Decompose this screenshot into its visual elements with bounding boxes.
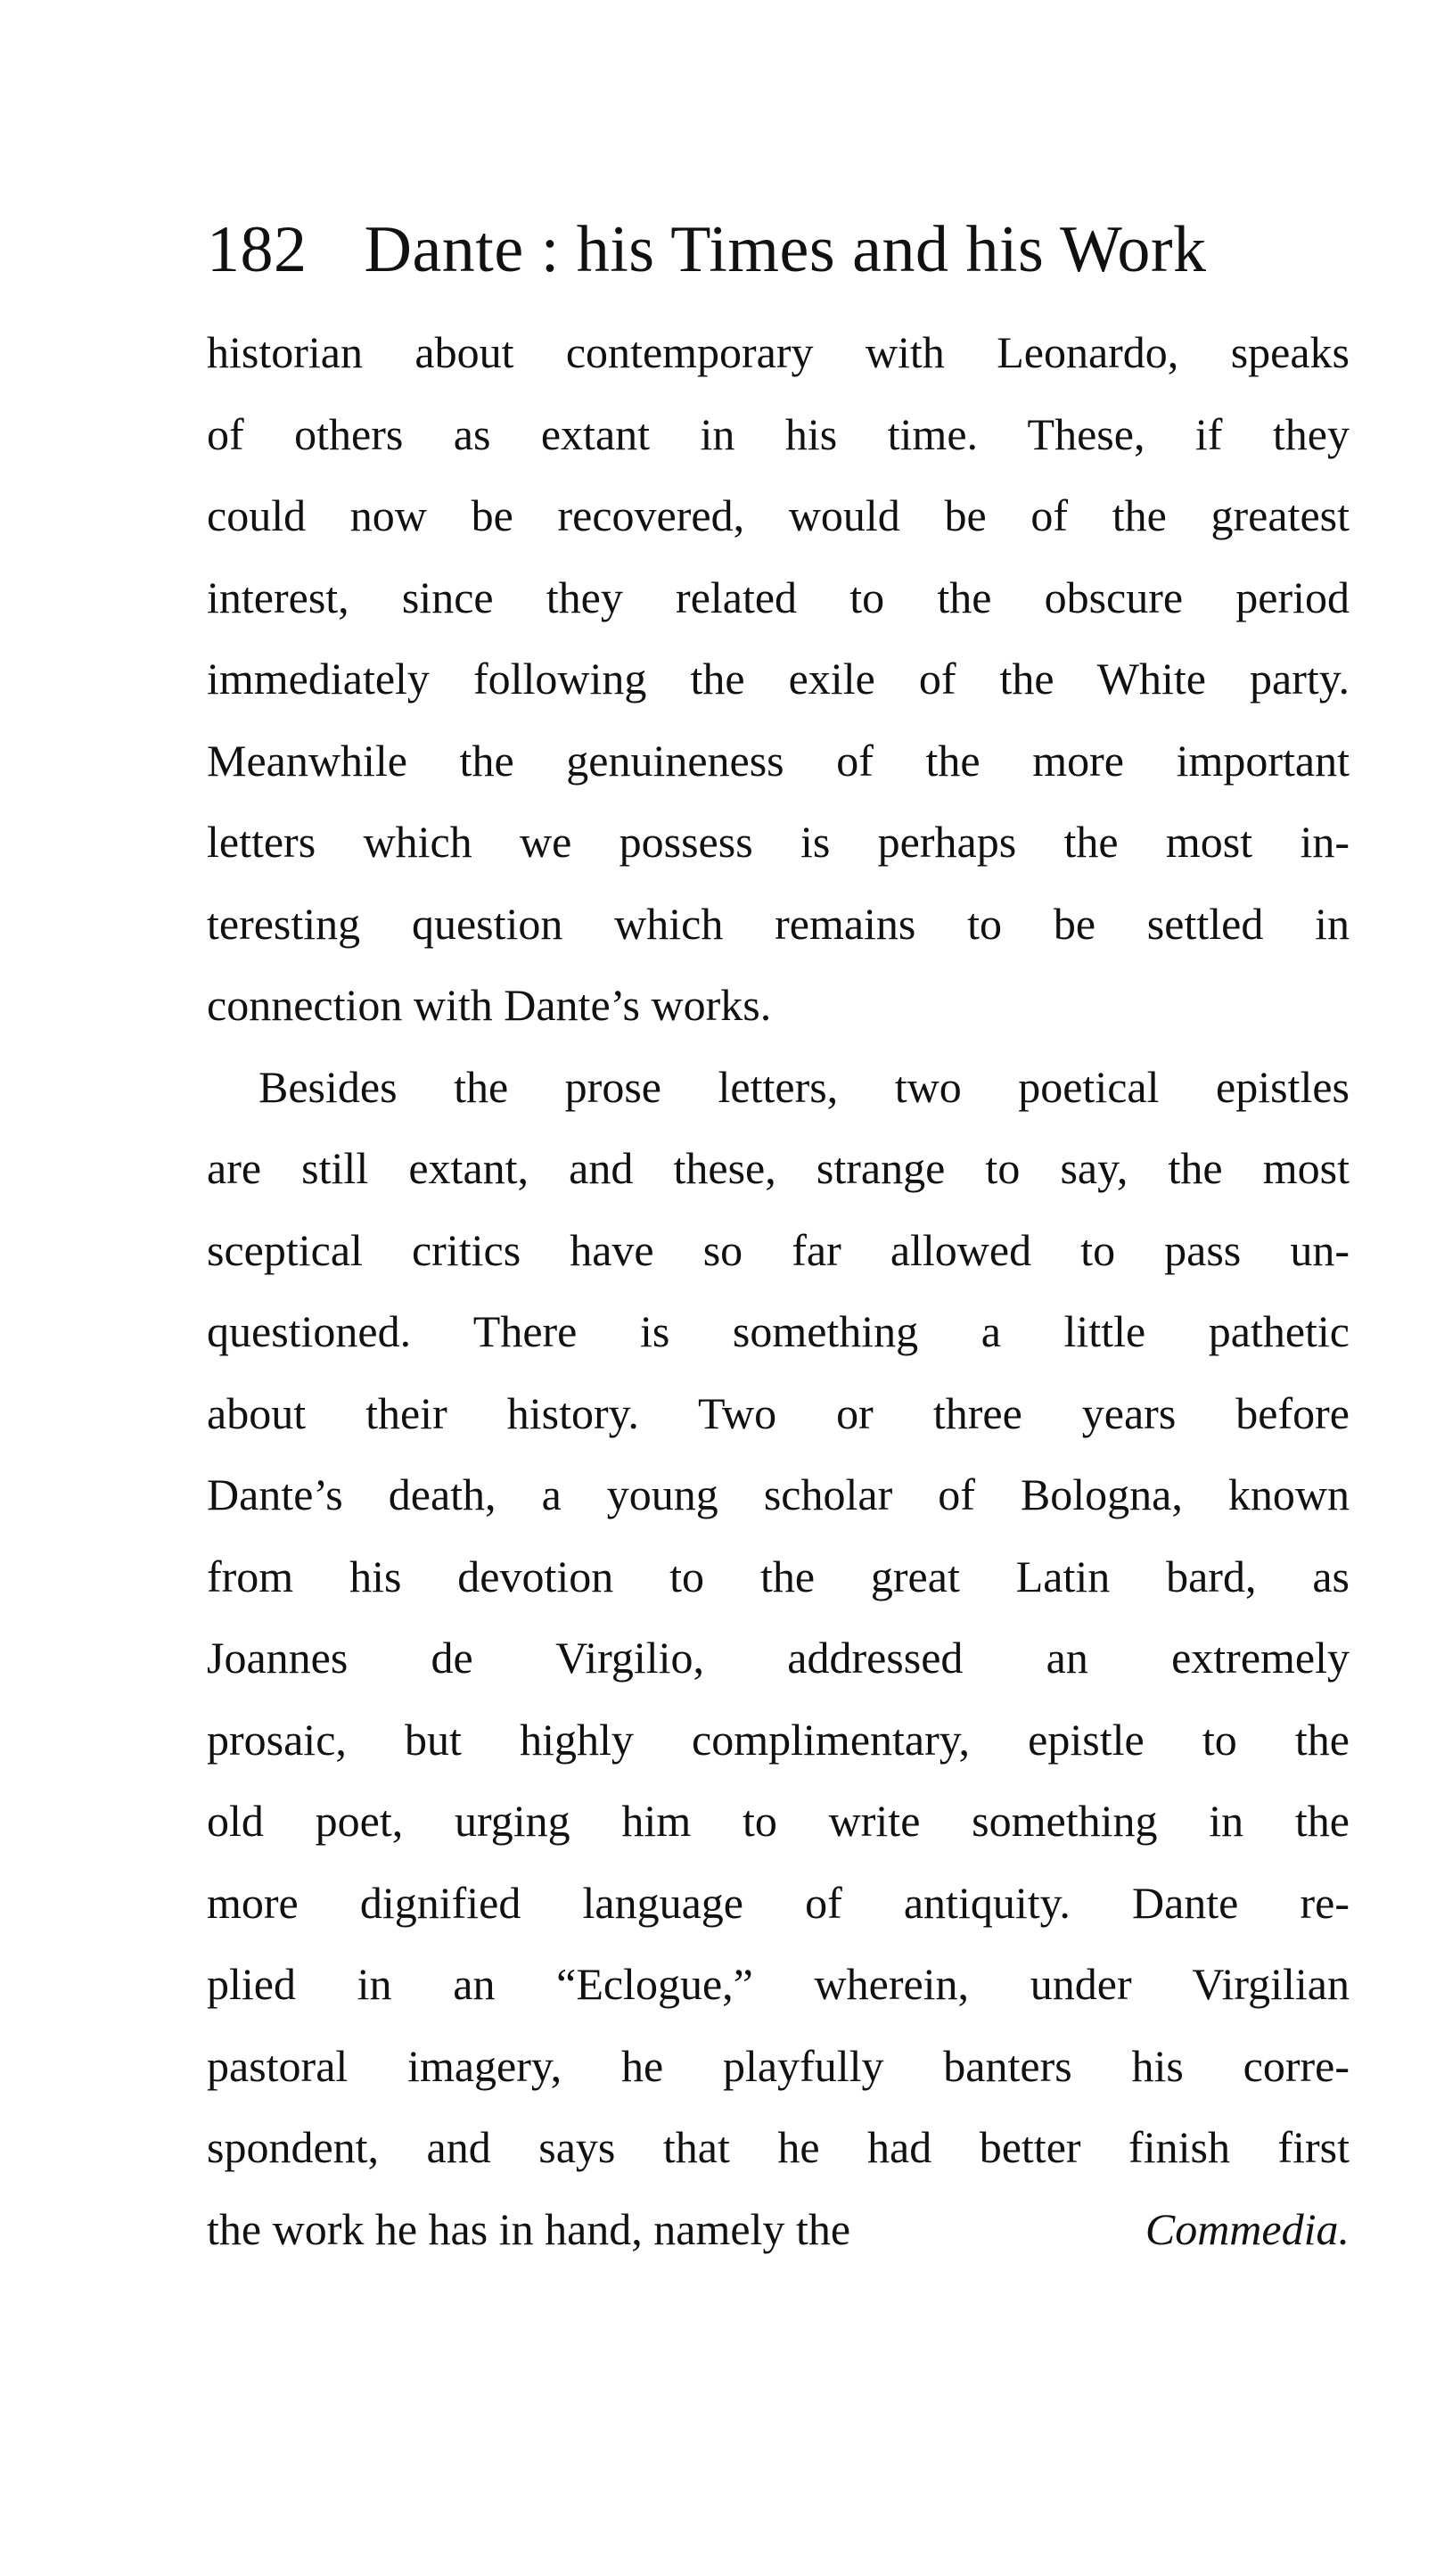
text-line: spondent, and says that he had better finish first: [207, 2122, 1350, 2172]
text-line: teresting question which remains to be settled in: [207, 898, 1350, 949]
text-line: of others as extant in his time. These, if they: [207, 408, 1350, 459]
text-line: immediately following the exile of the White party.: [207, 654, 1350, 704]
commedia-title: Commedia.: [1145, 2203, 1350, 2254]
text-line: letters which we possess is perhaps the most in-: [207, 817, 1350, 867]
final-text-line: [207, 2189, 1350, 2271]
book-page: [207, 205, 1350, 2270]
text-line: are still extant, and these, strange to say, the most: [207, 1143, 1350, 1193]
paragraph-1: [207, 312, 1350, 1047]
text-line: Joannes de Virgilio, addressed an extremely: [207, 1633, 1350, 1683]
text-line: old poet, urging him to write something in the: [207, 1796, 1350, 1846]
page-number: 182: [207, 213, 308, 286]
running-head: [207, 205, 1350, 294]
text-line: Dante’s death, a young scholar of Bologna, known: [207, 1469, 1350, 1519]
text-line: Meanwhile the genuineness of the more important: [207, 735, 1350, 786]
text-line: questioned. There is something a little pathetic: [207, 1306, 1350, 1356]
running-title: Dante : his Times and his Work: [364, 213, 1207, 286]
text-line: from his devotion to the great Latin bard, as: [207, 1551, 1350, 1601]
text-line: connection with Dante’s works.: [207, 980, 772, 1030]
text-line: more dignified language of antiquity. Dante re-: [207, 1877, 1350, 1928]
text-line: plied in an “Eclogue,” wherein, under Virgilian: [207, 1959, 1350, 2009]
text-line: could now be recovered, would be of the greatest: [207, 490, 1350, 540]
text-line: Besides the prose letters, two poetical epistles: [258, 1061, 1350, 1112]
paragraph-2: [207, 1047, 1350, 2271]
text-line: prosaic, but highly complimentary, epistle to the: [207, 1714, 1350, 1765]
text-line: interest, since they related to the obscure period: [207, 572, 1350, 622]
final-line-roman: the work he has in hand, namely the: [207, 2203, 851, 2254]
text-line: about their history. Two or three years before: [207, 1387, 1350, 1438]
text-line: pastoral imagery, he playfully banters his corre-: [207, 2040, 1350, 2091]
text-line: historian about contemporary with Leonardo, speaks: [207, 327, 1350, 377]
text-line: sceptical critics have so far allowed to pass un-: [207, 1224, 1350, 1275]
